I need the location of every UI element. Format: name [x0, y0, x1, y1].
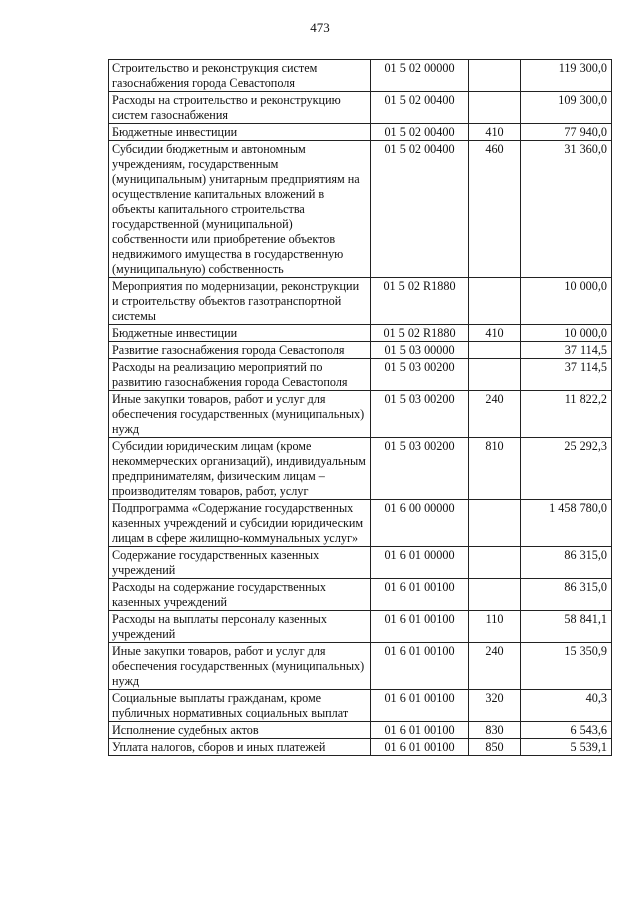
row-code-cell: 01 5 02 00400 [371, 124, 469, 141]
row-type-cell: 830 [469, 722, 521, 739]
row-type-cell [469, 92, 521, 124]
row-type-cell: 240 [469, 391, 521, 438]
row-name-cell: Содержание государственных казенных учреждений [109, 547, 371, 579]
row-name-cell: Иные закупки товаров, работ и услуг для обеспечения государственных (муниципальных) нужд [109, 643, 371, 690]
row-amount-cell: 15 350,9 [521, 643, 612, 690]
row-amount-cell: 40,3 [521, 690, 612, 722]
row-amount-cell: 119 300,0 [521, 60, 612, 92]
row-type-cell: 410 [469, 325, 521, 342]
row-code-cell: 01 5 02 R1880 [371, 278, 469, 325]
row-name-cell: Расходы на выплаты персоналу казенных учреждений [109, 611, 371, 643]
row-name-cell: Бюджетные инвестиции [109, 325, 371, 342]
row-amount-cell: 1 458 780,0 [521, 500, 612, 547]
row-name-cell: Мероприятия по модернизации, реконструкции и строительству объектов газотранспортной системы [109, 278, 371, 325]
row-code-cell: 01 5 03 00200 [371, 438, 469, 500]
table-row [109, 739, 612, 756]
row-code-cell: 01 6 01 00100 [371, 722, 469, 739]
row-amount-cell: 37 114,5 [521, 359, 612, 391]
table-row [109, 579, 612, 611]
row-type-cell: 110 [469, 611, 521, 643]
row-type-cell [469, 547, 521, 579]
table-row [109, 391, 612, 438]
row-name-cell: Субсидии бюджетным и автономным учреждениям, государственным (муниципальным) унитарным предприятиям на осуществление капитальных вложений в объекты капитального строительства государственной (муниципальной) собственности или приобретение объектов недвижимого имущества в государственную (муниципальную) собственность [109, 141, 371, 278]
row-amount-cell: 25 292,3 [521, 438, 612, 500]
row-name-cell: Социальные выплаты гражданам, кроме публичных нормативных социальных выплат [109, 690, 371, 722]
row-amount-cell: 77 940,0 [521, 124, 612, 141]
row-amount-cell: 10 000,0 [521, 278, 612, 325]
row-amount-cell: 37 114,5 [521, 342, 612, 359]
row-name-cell: Иные закупки товаров, работ и услуг для обеспечения государственных (муниципальных) нужд [109, 391, 371, 438]
row-type-cell: 320 [469, 690, 521, 722]
row-name-cell: Исполнение судебных актов [109, 722, 371, 739]
row-name-cell: Расходы на реализацию мероприятий по развитию газоснабжения города Севастополя [109, 359, 371, 391]
row-name-cell: Субсидии юридическим лицам (кроме некоммерческих организаций), индивидуальным предпринимателям, физическим лицам – производителям товаров, работ, услуг [109, 438, 371, 500]
table-row [109, 643, 612, 690]
row-type-cell [469, 579, 521, 611]
row-code-cell: 01 5 03 00200 [371, 391, 469, 438]
table-row [109, 722, 612, 739]
row-type-cell: 410 [469, 124, 521, 141]
table-row [109, 141, 612, 278]
row-code-cell: 01 6 01 00000 [371, 547, 469, 579]
row-name-cell: Уплата налогов, сборов и иных платежей [109, 739, 371, 756]
row-code-cell: 01 5 02 00000 [371, 60, 469, 92]
row-type-cell: 460 [469, 141, 521, 278]
table-row [109, 690, 612, 722]
row-amount-cell: 31 360,0 [521, 141, 612, 278]
row-name-cell: Расходы на содержание государственных казенных учреждений [109, 579, 371, 611]
row-amount-cell: 86 315,0 [521, 579, 612, 611]
table-row [109, 124, 612, 141]
row-name-cell: Строительство и реконструкция систем газоснабжения города Севастополя [109, 60, 371, 92]
row-amount-cell: 109 300,0 [521, 92, 612, 124]
page-number: 473 [310, 20, 330, 35]
row-name-cell: Подпрограмма «Содержание государственных казенных учреждений и субсидии юридическим лицам в сфере жилищно-коммунальных услуг» [109, 500, 371, 547]
row-code-cell: 01 6 00 00000 [371, 500, 469, 547]
table-row [109, 325, 612, 342]
row-type-cell: 810 [469, 438, 521, 500]
table-row [109, 342, 612, 359]
table-row [109, 359, 612, 391]
row-type-cell [469, 500, 521, 547]
row-amount-cell: 58 841,1 [521, 611, 612, 643]
row-name-cell: Расходы на строительство и реконструкцию систем газоснабжения [109, 92, 371, 124]
row-type-cell: 850 [469, 739, 521, 756]
table-row [109, 438, 612, 500]
row-code-cell: 01 5 03 00200 [371, 359, 469, 391]
budget-table [108, 59, 612, 756]
table-row [109, 547, 612, 579]
table-row [109, 278, 612, 325]
table-row [109, 60, 612, 92]
row-amount-cell: 5 539,1 [521, 739, 612, 756]
table-row [109, 611, 612, 643]
row-code-cell: 01 5 02 R1880 [371, 325, 469, 342]
row-type-cell: 240 [469, 643, 521, 690]
row-amount-cell: 11 822,2 [521, 391, 612, 438]
table-row [109, 500, 612, 547]
row-code-cell: 01 5 02 00400 [371, 92, 469, 124]
row-type-cell [469, 278, 521, 325]
row-type-cell [469, 60, 521, 92]
row-amount-cell: 86 315,0 [521, 547, 612, 579]
row-code-cell: 01 5 02 00400 [371, 141, 469, 278]
row-name-cell: Бюджетные инвестиции [109, 124, 371, 141]
row-code-cell: 01 6 01 00100 [371, 579, 469, 611]
row-type-cell [469, 359, 521, 391]
table-row [109, 92, 612, 124]
budget-table-body [109, 60, 612, 756]
row-amount-cell: 10 000,0 [521, 325, 612, 342]
row-code-cell: 01 6 01 00100 [371, 611, 469, 643]
row-amount-cell: 6 543,6 [521, 722, 612, 739]
row-name-cell: Развитие газоснабжения города Севастополя [109, 342, 371, 359]
row-code-cell: 01 6 01 00100 [371, 643, 469, 690]
row-code-cell: 01 5 03 00000 [371, 342, 469, 359]
row-code-cell: 01 6 01 00100 [371, 739, 469, 756]
row-code-cell: 01 6 01 00100 [371, 690, 469, 722]
row-type-cell [469, 342, 521, 359]
